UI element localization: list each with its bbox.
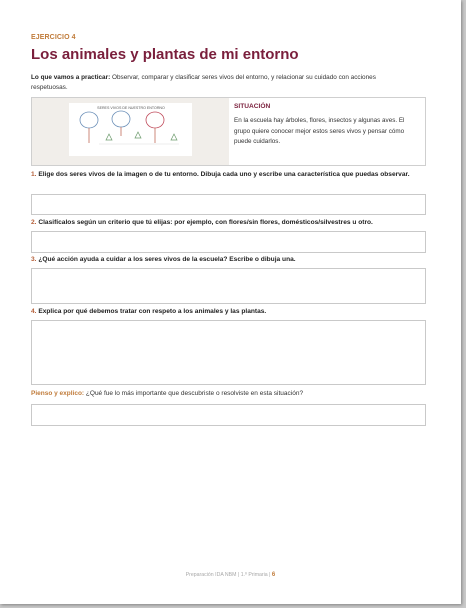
question-number: 4. — [31, 308, 37, 315]
illustration-panel — [32, 98, 229, 165]
question-text: ¿Qué acción ayuda a cuidar a los seres vivos de la escuela? Escribe o dibuja una. — [36, 256, 296, 263]
answer-box-2[interactable] — [31, 231, 426, 253]
situation-text: En la escuela hay árboles, flores, insectos y algunas aves. El grupo quiere conocer mejor estos seres vivos y pensar cómo puede cuidarlos. — [234, 117, 405, 145]
reflection-answer-box[interactable] — [31, 404, 426, 426]
reflection-prompt — [31, 390, 416, 397]
question-text: Clasifícalos según un criterio que tú elijas: por ejemplo, con flores/sin flores, domésticos/silvestres u otro. — [36, 219, 373, 226]
question-number: 3. — [31, 256, 37, 263]
question-4 — [31, 307, 416, 318]
answer-box-3[interactable] — [31, 268, 426, 304]
illustration-caption: SERES VIVOS DE NUESTRO ENTORNO — [97, 106, 165, 110]
trees-and-flowers-drawing — [69, 103, 192, 156]
question-text: Explica por qué debemos tratar con respeto a los animales y las plantas. — [36, 308, 267, 315]
question-1 — [31, 170, 416, 181]
question-2 — [31, 218, 416, 229]
illustration-image — [69, 103, 192, 156]
page-number: 6 — [271, 572, 276, 578]
reflection-text: ¿Qué fue lo más importante que descubriste o resolviste en esta situación? — [84, 390, 304, 397]
situation-title: SITUACIÓN — [234, 103, 271, 110]
reflection-label: Pienso y explico: — [31, 390, 85, 397]
answer-box-4[interactable] — [31, 320, 426, 385]
page-footer — [0, 572, 461, 578]
situation-panel — [234, 103, 419, 148]
situation-card — [31, 97, 426, 166]
question-number: 1. — [31, 171, 37, 178]
exercise-title: Los animales y plantas de mi entorno — [31, 46, 299, 63]
exercise-kicker: EJERCICIO 4 — [31, 34, 76, 41]
question-3 — [31, 255, 416, 266]
intro-text: Observar, comparar y clasificar seres vivos del entorno, y relacionar su cuidado con acciones respetuosas. — [31, 74, 376, 91]
intro-paragraph — [31, 73, 411, 92]
intro-label: Lo que vamos a practicar: — [31, 74, 111, 81]
answer-box-1[interactable] — [31, 194, 426, 215]
question-number: 2. — [31, 219, 37, 226]
footer-text: Preparación IDA NBM | 1.º Primaria | — [185, 572, 271, 578]
question-text: Elige dos seres vivos de la imagen o de tu entorno. Dibuja cada uno y escribe una característica que puedas observar. — [36, 171, 410, 178]
